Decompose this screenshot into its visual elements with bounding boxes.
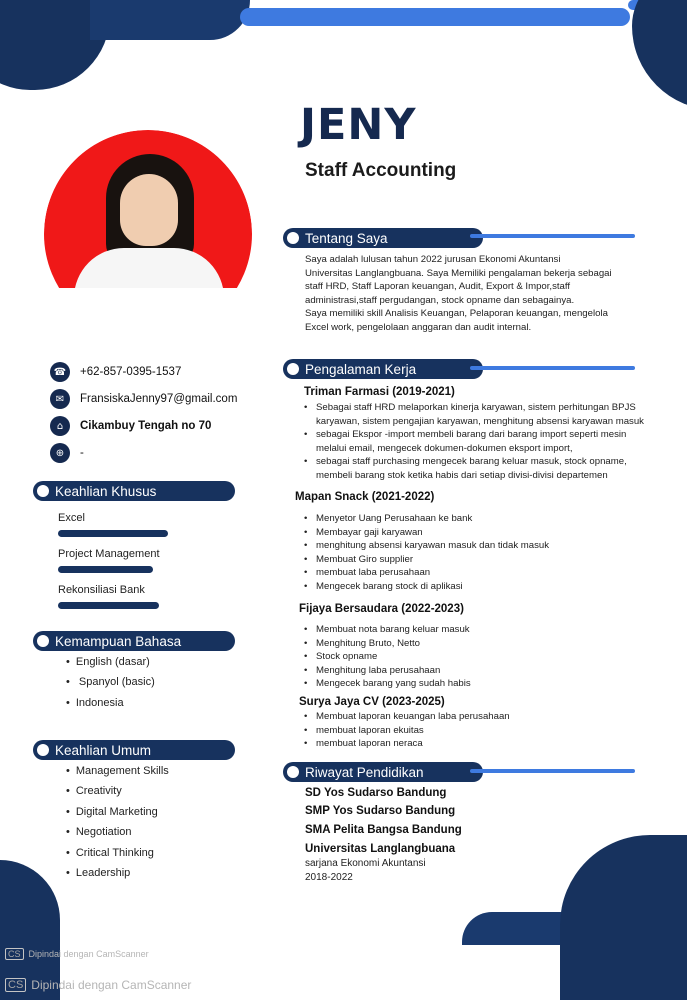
section-header-experience (283, 359, 483, 379)
list-item: • membuat laporan neraca (304, 737, 644, 751)
contact-email (50, 389, 237, 409)
section-header-languages (33, 631, 235, 651)
section-dot-icon (37, 635, 49, 647)
job-title: Triman Farmasi (2019-2021) (304, 386, 455, 398)
section-title: Riwayat Pendidikan (305, 764, 424, 780)
section-title: Pengalaman Kerja (305, 361, 417, 377)
list-item: • Sebagai staff HRD melaporkan kinerja karyawan, sistem perhitungan BPJS karyawan, sistem pengajian karyawan, menghitung absensi karyawan masuk (304, 401, 644, 428)
section-dot-icon (287, 766, 299, 778)
location-icon: ⌂ (50, 416, 70, 436)
contact-phone (50, 362, 181, 382)
list-item: • English (dasar) (66, 656, 155, 676)
list-item: • Creativity (66, 785, 169, 805)
education-school: SD Yos Sudarso Bandung (305, 787, 447, 799)
list-item: • membuat laba perusahaan (304, 566, 644, 580)
top-accent-bar (240, 8, 630, 26)
resume-role: Staff Accounting (305, 160, 457, 181)
about-line: Excel work, pengelolaan anggaran dan audit internal. (305, 321, 532, 333)
list-item: • Critical Thinking (66, 847, 169, 867)
list-item: • Mengecek barang yang sudah habis (304, 677, 644, 691)
list-item: • Digital Marketing (66, 806, 169, 826)
education-years: 2018-2022 (305, 872, 353, 883)
general-skills-list (66, 765, 169, 887)
list-item: • Mengecek barang stock di aplikasi (304, 580, 644, 594)
scanner-watermark (5, 948, 149, 960)
list-item: • Membayar gaji karyawan (304, 526, 644, 540)
scanner-text: Dipindai dengan CamScanner (28, 949, 149, 959)
list-item: • membuat laporan ekuitas (304, 724, 644, 738)
about-line: Saya adalah lulusan tahun 2022 jurusan Ekonomi Akuntansi (305, 254, 561, 265)
skill-bar (58, 530, 168, 537)
list-item: • Spanyol (basic) (66, 676, 155, 696)
section-dot-icon (287, 363, 299, 375)
skill-bar (58, 566, 153, 573)
section-line (470, 769, 635, 773)
skill-bar (58, 602, 159, 609)
list-item: • Indonesia (66, 697, 155, 717)
globe-icon: ⊕ (50, 443, 70, 463)
list-item: • Membuat nota barang keluar masuk (304, 623, 644, 637)
education-school: SMA Pelita Bangsa Bandung (305, 824, 462, 836)
list-item: • Stock opname (304, 650, 644, 664)
email-text: FransiskaJenny97@gmail.com (80, 393, 238, 405)
section-title: Tentang Saya (305, 230, 388, 246)
list-item: • menghitung absensi karyawan masuk dan tidak masuk (304, 539, 644, 553)
list-item: • Management Skills (66, 765, 169, 785)
address-text: Cikambuy Tengah no 70 (80, 420, 212, 432)
job-title: Surya Jaya CV (2023-2025) (299, 696, 445, 708)
education-school: Universitas Langlangbuana (305, 843, 456, 855)
about-line: administrasi,staff pergudangan, stock opname dan sebagainya. (305, 294, 575, 306)
top-shape (90, 0, 250, 40)
list-item: • Leadership (66, 867, 169, 887)
section-dot-icon (37, 485, 49, 497)
section-dot-icon (287, 232, 299, 244)
job-duties (304, 512, 644, 594)
language-list (66, 656, 155, 717)
education-degree: sarjana Ekonomi Akuntansi (305, 858, 426, 869)
website-text: - (80, 447, 84, 459)
phone-text: +62-857-0395-1537 (80, 366, 182, 378)
section-line (470, 366, 635, 370)
section-header-skills (33, 481, 235, 501)
about-line: Universitas Langlangbuana. Saya Memiliki pengalaman bekerja sebagai (305, 267, 612, 279)
list-item: • sebagai staff purchasing mengecek barang keluar masuk, stock opname, membeli barang stok ketika habis dari setiap divisi-divisi departemen (304, 455, 644, 482)
corner-shape-bottom-right (560, 835, 687, 1000)
section-title: Keahlian Khusus (55, 483, 157, 499)
list-item: • Menghitung laba perusahaan (304, 664, 644, 678)
photo-face (120, 174, 178, 246)
list-item: • Membuat Giro supplier (304, 553, 644, 567)
corner-shape-top-right (632, 0, 687, 110)
section-line (470, 234, 635, 238)
scanner-badge: CS (5, 978, 26, 992)
job-title: Fijaya Bersaudara (2022-2023) (299, 603, 464, 615)
section-title: Kemampuan Bahasa (55, 633, 182, 649)
section-dot-icon (37, 744, 49, 756)
job-duties (304, 710, 644, 751)
contact-website (50, 443, 84, 463)
section-header-general (33, 740, 235, 760)
skill-label: Excel (58, 512, 85, 524)
section-header-about (283, 228, 483, 248)
education-school: SMP Yos Sudarso Bandung (305, 805, 456, 817)
scanner-watermark (5, 978, 191, 992)
skill-label: Project Management (58, 548, 160, 560)
profile-photo (44, 130, 252, 288)
list-item: • sebagai Ekspor -import membeli barang dari barang import seperti mesin melalui email, mengecek dokumen-dokumen eksport import, (304, 428, 644, 455)
mail-icon: ✉ (50, 389, 70, 409)
scanner-badge: CS (5, 948, 24, 960)
resume-name: JENY (300, 100, 417, 150)
scanner-text: Dipindai dengan CamScanner (31, 978, 192, 992)
phone-icon: ☎ (50, 362, 70, 382)
job-duties (304, 401, 644, 483)
job-duties (304, 623, 644, 691)
list-item: • Membuat laporan keuangan laba perusahaan (304, 710, 644, 724)
about-line: Saya memiliki skill Analisis Keuangan, Pelaporan keuangan, mengelola (305, 308, 608, 320)
list-item: • Menghitung Bruto, Netto (304, 637, 644, 651)
about-line: staff HRD, Staff Laporan keuangan, Audit, Export & Impor,staff (305, 281, 571, 293)
section-title: Keahlian Umum (55, 742, 152, 758)
list-item: • Menyetor Uang Perusahaan ke bank (304, 512, 644, 526)
contact-address (50, 416, 211, 436)
job-title: Mapan Snack (2021-2022) (295, 491, 435, 503)
skill-label: Rekonsiliasi Bank (58, 584, 145, 596)
about-text (305, 253, 645, 335)
section-header-education (283, 762, 483, 782)
list-item: • Negotiation (66, 826, 169, 846)
